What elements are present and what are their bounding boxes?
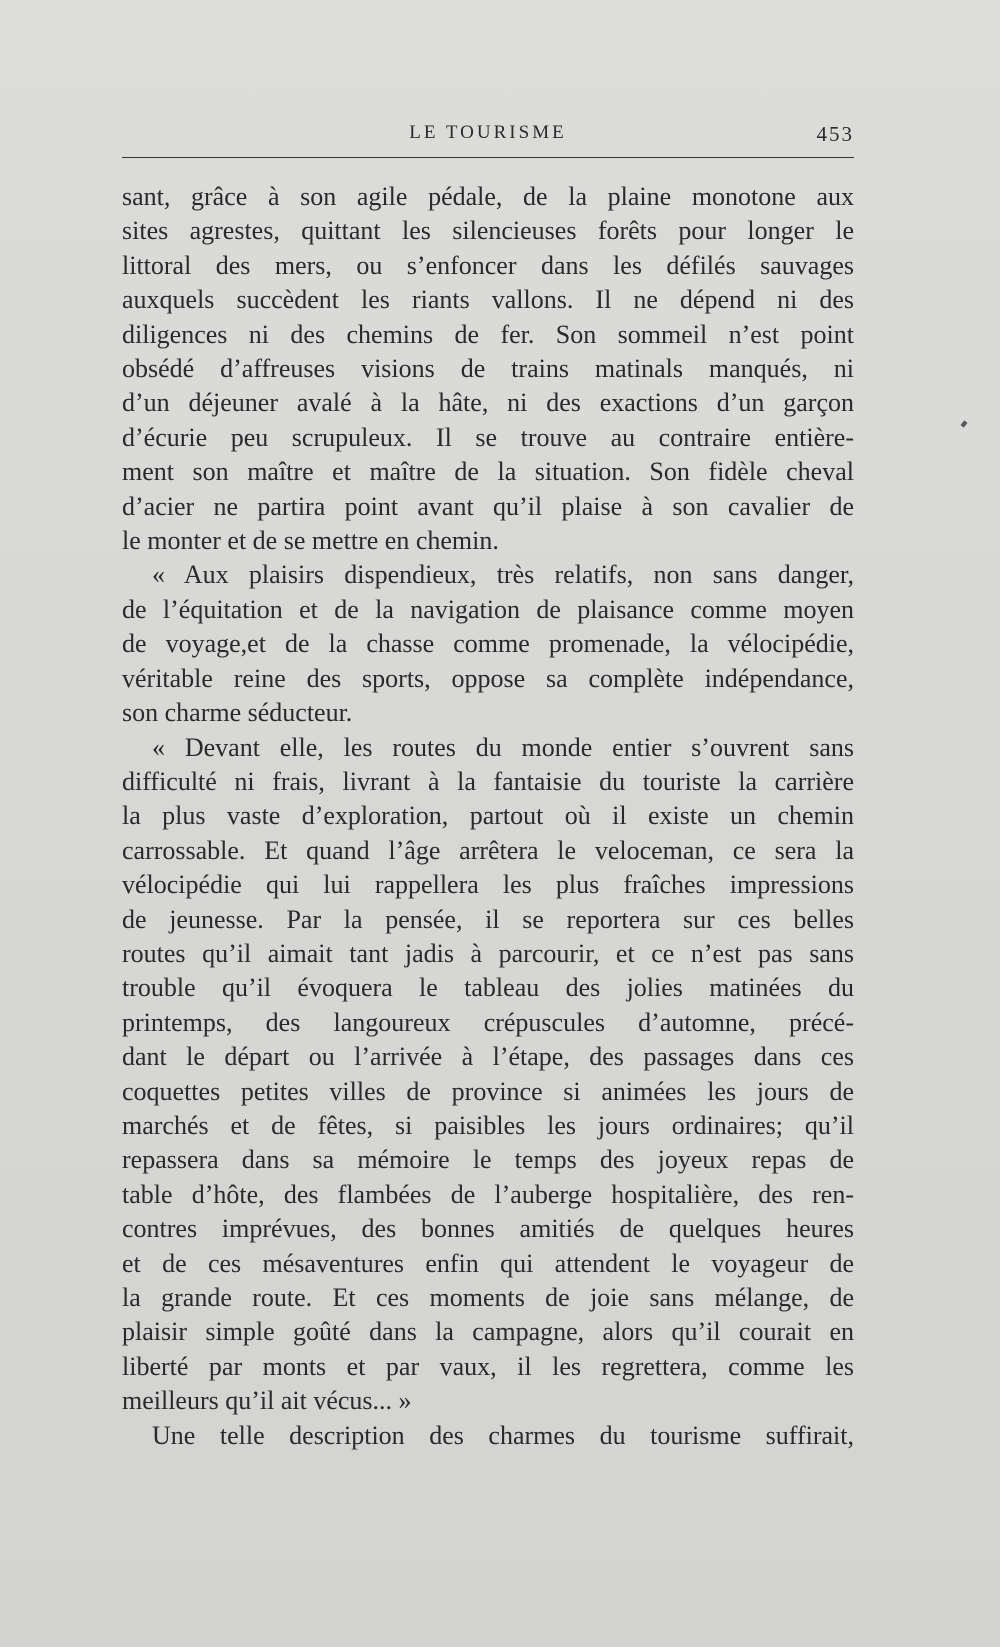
text-line: repassera dans sa mémoire le temps des joyeux repas de: [122, 1145, 854, 1175]
text-line: le monter et de se mettre en chemin.: [122, 526, 499, 556]
text-line: contres imprévues, des bonnes amitiés de quelques heures: [122, 1214, 854, 1244]
text-line: « Devant elle, les routes du monde entier s’ouvrent sans: [152, 732, 854, 762]
text-line: littoral des mers, ou s’enfoncer dans les défilés sauvages: [122, 250, 854, 280]
text-line: auxquels succèdent les riants vallons. Il ne dépend ni des: [122, 285, 854, 315]
text-line: difficulté ni frais, livrant à la fantaisie du touriste la carrière: [122, 766, 854, 796]
text-line: trouble qu’il évoquera le tableau des jolies matinées du: [122, 973, 854, 1003]
body-text: [122, 180, 854, 1453]
text-line: obsédé d’affreuses visions de trains matinals manqués, ni: [122, 354, 854, 384]
text-line: véritable reine des sports, oppose sa complète indépendance,: [122, 663, 854, 693]
text-line: sant, grâce à son agile pédale, de la plaine monotone aux: [122, 182, 854, 211]
text-line: « Aux plaisirs dispendieux, très relatifs, non sans danger,: [152, 560, 854, 590]
text-line: meilleurs qu’il ait vécus... »: [122, 1386, 412, 1416]
text-line: et de ces mésaventures enfin qui attendent le voyageur de: [122, 1248, 854, 1278]
text-line: de l’équitation et de la navigation de plaisance comme moyen: [122, 594, 854, 624]
text-line: d’écurie peu scrupuleux. Il se trouve au contraire entière-: [122, 422, 854, 452]
text-line: liberté par monts et par vaux, il les regrettera, comme les: [122, 1351, 854, 1381]
text-line: sites agrestes, quittant les silencieuses forêts pour longer le: [122, 216, 854, 246]
text-line: d’acier ne partira point avant qu’il plaise à son cavalier de: [122, 491, 854, 521]
text-line: de jeunesse. Par la pensée, il se reportera sur ces belles: [122, 904, 854, 934]
text-line: marchés et de fêtes, si paisibles les jours ordinaires; qu’il: [122, 1110, 854, 1140]
text-line: routes qu’il aimait tant jadis à parcourir, et ce n’est pas sans: [122, 938, 854, 968]
text-line: plaisir simple goûté dans la campagne, alors qu’il courait en: [122, 1317, 854, 1347]
header-rule: [122, 157, 854, 158]
text-line: diligences ni des chemins de fer. Son sommeil n’est point: [122, 319, 854, 349]
text-line: ment son maître et maître de la situation. Son fidèle cheval: [122, 457, 854, 487]
text-line: dant le départ ou l’arrivée à l’étape, des passages dans ces: [122, 1042, 854, 1072]
text-line: d’un déjeuner avalé à la hâte, ni des exactions d’un garçon: [122, 388, 854, 418]
page-header: [122, 118, 854, 158]
text-line: carrossable. Et quand l’âge arrêtera le veloceman, ce sera la: [122, 835, 854, 865]
text-line: la grande route. Et ces moments de joie sans mélange, de: [122, 1283, 854, 1312]
text-line: la plus vaste d’exploration, partout où il existe un chemin: [122, 801, 854, 831]
text-line: table d’hôte, des flambées de l’auberge hospitalière, des ren-: [122, 1179, 854, 1209]
stray-ink-mark: [961, 420, 968, 427]
text-line: coquettes petites villes de province si animées les jours de: [122, 1076, 854, 1106]
page-number: 453: [816, 122, 854, 146]
text-line: son charme séducteur.: [122, 698, 353, 728]
text-line: vélocipédie qui lui rappellera les plus fraîches impressions: [122, 870, 854, 900]
running-title: LE TOURISME: [409, 122, 567, 143]
text-line: Une telle description des charmes du tourisme suffirait,: [152, 1420, 854, 1450]
text-line: printemps, des langoureux crépuscules d’automne, précé-: [122, 1007, 854, 1037]
text-line: de voyage,et de la chasse comme promenade, la vélocipédie,: [122, 629, 854, 659]
